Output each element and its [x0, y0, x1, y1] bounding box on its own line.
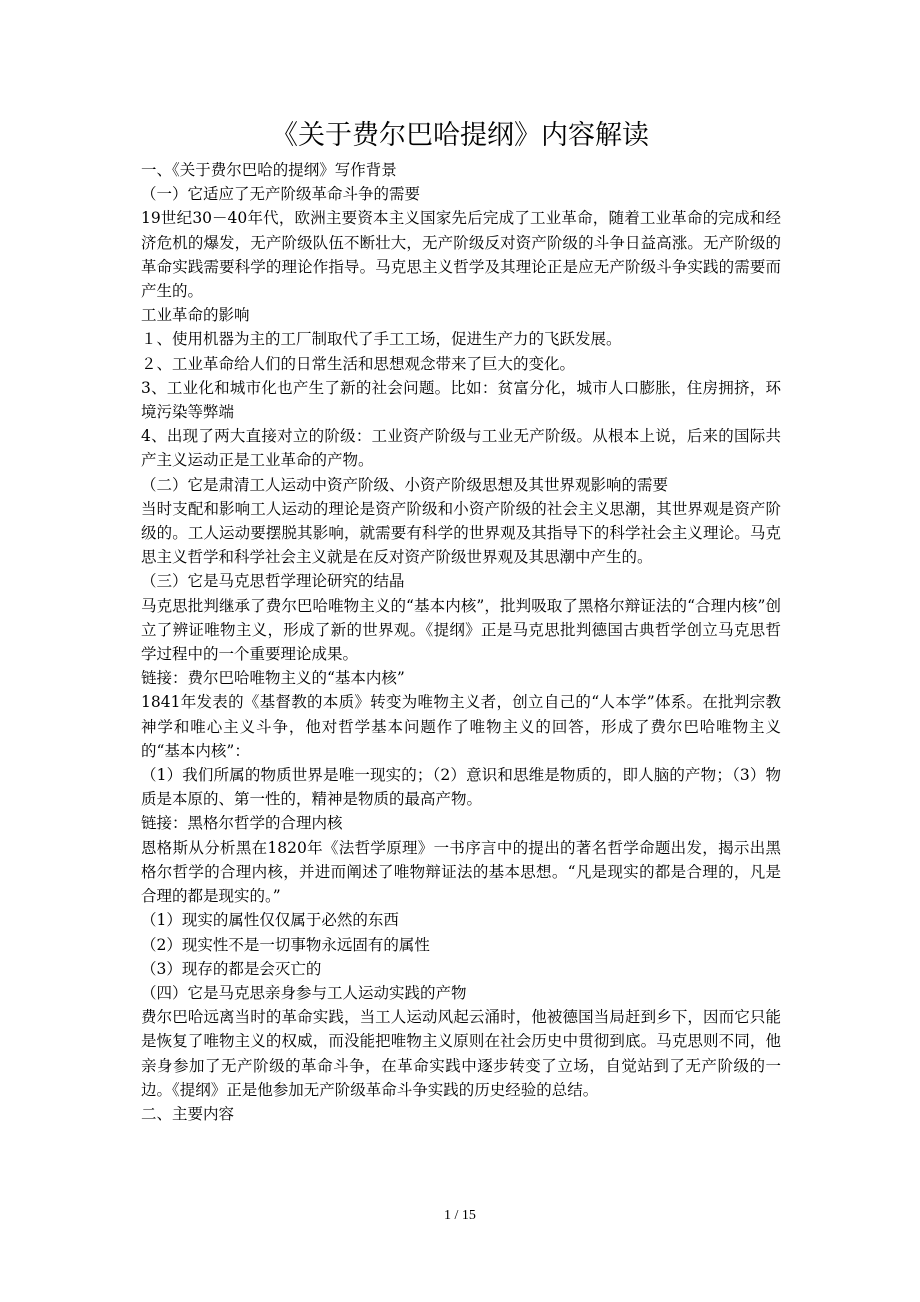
section-heading: 二、主要内容 — [141, 1104, 235, 1123]
document-title: 《关于费尔巴哈提纲》内容解读 — [271, 120, 649, 151]
list-item: １、使用机器为主的工厂制取代了手工工场，促进生产力的飞跃发展。 — [141, 330, 622, 349]
body-paragraph: 当时支配和影响工人运动的理论是资产阶级和小资产阶级的社会主义思潮，其世界观是资产阶级的。工人运动要摆脱其影响，就需要有科学的世界观及其指导下的科学社会主义理论。马克思主义哲学和科学社会主义就是在反对资产阶级世界观及其思潮中产生的。 — [141, 499, 781, 567]
list-item: （1）现实的属性仅仅属于必然的东西 — [141, 911, 399, 930]
document-body — [141, 158, 781, 1126]
topic-label: 工业革命的影响 — [141, 306, 250, 325]
body-paragraph: 马克思批判继承了费尔巴哈唯物主义的“基本内核”，批判吸取了黑格尔辩证法的“合理内核”创立了辨证唯物主义，形成了新的世界观。《提纲》正是马克思批判德国古典哲学创立马克思哲学过程中的一个重要理论成果。 — [141, 596, 781, 664]
subsection-heading: （三）它是马克思哲学理论研究的结晶 — [141, 572, 405, 591]
link-heading: 链接：黑格尔哲学的合理内核 — [141, 814, 343, 833]
body-paragraph: 1841年发表的《基督教的本质》转变为唯物主义者，创立自己的“人本学”体系。在批判宗教神学和唯心主义斗争，他对哲学基本问题作了唯物主义的回答，形成了费尔巴哈唯物主义的“基本内核”： — [141, 693, 781, 760]
body-paragraph: 19世纪30－40年代，欧洲主要资本主义国家先后完成了工业革命，随着工业革命的完成和经济危机的爆发，无产阶级队伍不断壮大，无产阶级反对资产阶级的斗争日益高涨。无产阶级的革命实践需要科学的理论作指导。马克思主义哲学及其理论正是应无产阶级斗争实践的需要而产生的。 — [141, 209, 781, 301]
section-heading: 一、《关于费尔巴哈的提纲》写作背景 — [141, 161, 397, 179]
body-paragraph: （1）我们所属的物质世界是唯一现实的；（2）意识和思维是物质的，即人脑的产物；（3）物质是本原的、第一性的，精神是物质的最高产物。 — [141, 766, 781, 809]
subsection-heading: （一）它适应了无产阶级革命斗争的需要 — [141, 185, 421, 204]
body-paragraph: 恩格斯从分析黑在1820年《法哲学原理》一书序言中的提出的著名哲学命题出发，揭示出黑格尔哲学的合理内核，并进而阐述了唯物辩证法的基本思想。“凡是现实的都是合理的，凡是合理的都是现实的。” — [141, 838, 781, 906]
list-item: 3、工业化和城市化也产生了新的社会问题。比如：贫富分化，城市人口膨胀，住房拥挤，环境污染等弊端 — [141, 378, 781, 422]
list-item: （2）现实性不是一切事物永远固有的属性 — [141, 935, 430, 954]
page-number: 1 / 15 — [444, 1208, 476, 1223]
subsection-heading: （四）它是马克思亲身参与工人运动实践的产物 — [141, 983, 467, 1002]
list-item: 4、出现了两大直接对立的阶级：工业资产阶级与工业无产阶级。从根本上说，后来的国际共产主义运动正是工业革命的产物。 — [141, 427, 781, 470]
list-item: ２、工业革命给人们的日常生活和思想观念带来了巨大的变化。 — [141, 354, 576, 373]
link-heading: 链接：费尔巴哈唯物主义的“基本内核” — [141, 669, 405, 688]
subsection-heading: （二）它是肃清工人运动中资产阶级、小资产阶级思想及其世界观影响的需要 — [141, 475, 669, 494]
body-paragraph: 费尔巴哈远离当时的革命实践，当工人运动风起云涌时，他被德国当局赶到乡下，因而它只能是恢复了唯物主义的权威，而没能把唯物主义原则在社会历史中贯彻到底。马克思则不同，他亲身参加了无产阶级的革命斗争，在革命实践中逐步转变了立场，自觉站到了无产阶级的一边。《提纲》正是他参加无产阶级革命斗争实践的历史经验的总结。 — [141, 1008, 781, 1099]
list-item: （3）现存的都是会灭亡的 — [141, 959, 322, 978]
